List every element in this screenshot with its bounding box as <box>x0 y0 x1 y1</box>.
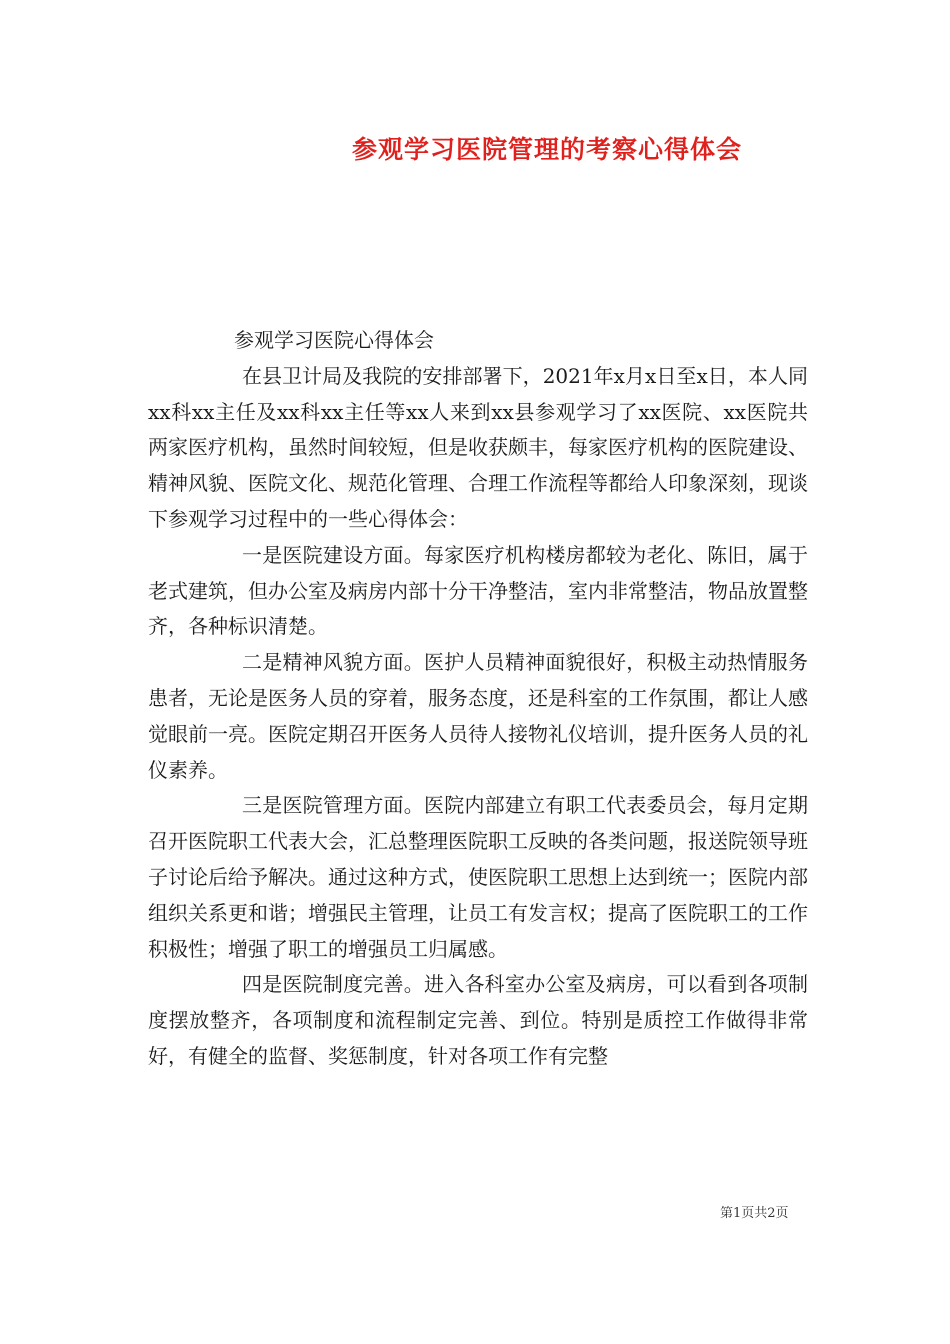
paragraph-systems: 四是医院制度完善。进入各科室办公室及病房，可以看到各项制度摆放整齐，各项制度和流程制定完善、到位。特别是质控工作做得非常好，有健全的监督、奖惩制度，针对各项工作有完整 <box>148 972 808 1068</box>
page-number: 第1页共2页 <box>720 1206 789 1221</box>
paragraph-hospital-construction: 一是医院建设方面。每家医疗机构楼房都较为老化、陈旧，属于老式建筑，但办公室及病房内部十分干净整洁，室内非常整洁，物品放置整齐，各种标识清楚。 <box>148 542 808 639</box>
paragraph-intro: 在县卫计局及我院的安排部署下，2021年x月x日至x日，本人同xx科xx主任及xx科xx主任等xx人来到xx县参观学习了xx医院、xx医院共两家医疗机构，虽然时间较短，但是收获颇丰，每家医疗机构的医院建设、精神风貌、医院文化、规范化管理、合理工作流程等都给人印象深刻，现谈下参观学习过程中的一些心得体会： <box>148 363 808 531</box>
document-body <box>148 323 808 1075</box>
paragraph-spirit: 二是精神风貌方面。医护人员精神面貌很好，积极主动热情服务患者，无论是医务人员的穿着，服务态度，还是科室的工作氛围，都让人感觉眼前一亮。医院定期召开医务人员待人接物礼仪培训，提升医务人员的礼仪素养。 <box>148 650 808 782</box>
document-subtitle: 参观学习医院心得体会 <box>234 328 434 352</box>
document-title: 参观学习医院管理的考察心得体会 <box>352 135 743 164</box>
paragraph-management: 三是医院管理方面。医院内部建立有职工代表委员会，每月定期召开医院职工代表大会，汇总整理医院职工反映的各类问题，报送院领导班子讨论后给予解决。通过这种方式，使医院职工思想上达到统一；医院内部组织关系更和谐；增强民主管理，让员工有发言权；提高了医院职工的工作积极性；增强了职工的增强员工归属感。 <box>148 793 808 961</box>
